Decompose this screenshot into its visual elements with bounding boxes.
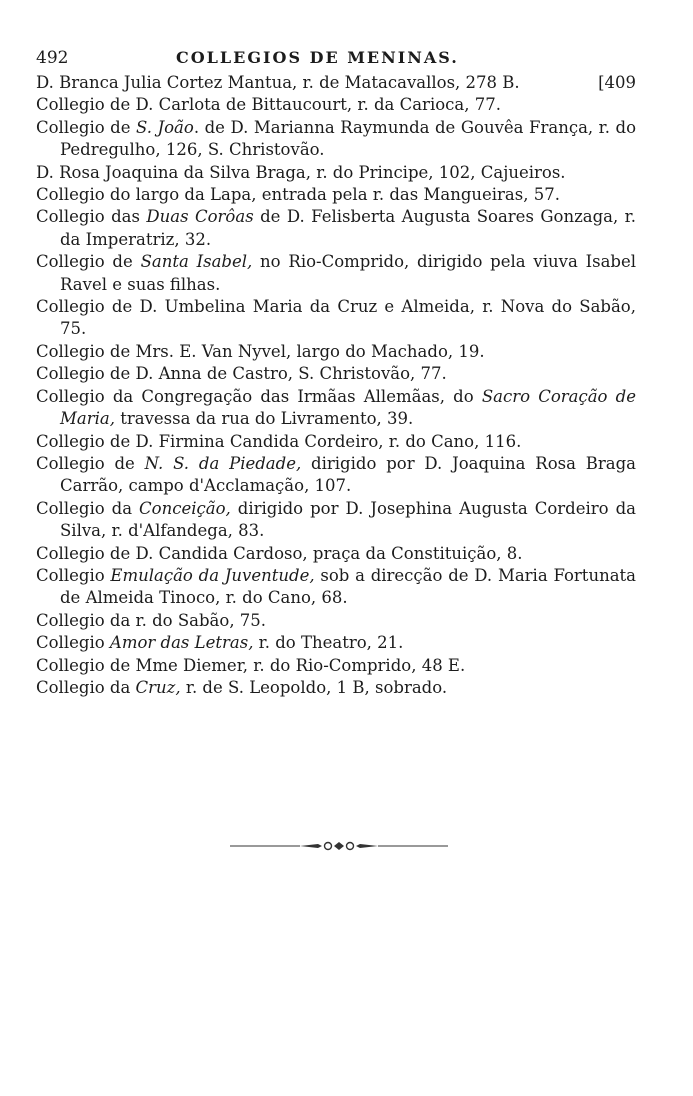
- list-item: Collegio Amor das Letras, r. do Theatro, 21.: [36, 633, 404, 653]
- page-header: [36, 48, 646, 72]
- list-item: Collegio de D. Anna de Castro, S. Christovão, 77.: [36, 364, 447, 384]
- catchword-note: [409: [598, 73, 636, 92]
- list-item: Collegio de S. João. de D. Marianna Raymunda de Gouvêa França, r. do Pedregulho, 126, S. Christovão.: [36, 117, 637, 160]
- list-item: Collegio Emulação da Juventude, sob a direcção de D. Maria Fortunata de Almeida Tinoco, r. do Cano, 68.: [36, 565, 636, 608]
- list-item: D. Rosa Joaquina da Silva Braga, r. do Principe, 102, Cajueiros.: [36, 162, 566, 182]
- list-item: Collegio das Duas Corôas de D. Felisberta Augusta Soares Gonzaga, r. da Imperatriz, 32.: [36, 207, 637, 249]
- running-title: COLLEGIOS DE MENINAS.: [176, 48, 459, 67]
- list-item: Collegio da Cruz, r. de S. Leopoldo, 1 B, sobrado.: [36, 677, 448, 697]
- list-item: Collegio de Mme Diemer, r. do Rio-Comprido, 48 E.: [36, 655, 466, 675]
- list-item: Collegio de D. Carlota de Bittaucourt, r. da Carioca, 77.: [36, 95, 501, 115]
- list-item: Collegio de Santa Isabel, no Rio-Comprido, dirigido pela viuva Isabel Ravel e suas filhas.: [36, 252, 637, 294]
- list-item: Collegio da Congregação das Irmãas Allemãas, do Sacro Coração de Maria, travessa da rua do Livramento, 39.: [36, 386, 636, 429]
- school-list: [36, 72, 636, 699]
- page-number: 492: [36, 48, 69, 68]
- list-item: Collegio de N. S. da Piedade, dirigido por D. Joaquina Rosa Braga Carrão, campo d'Acclamação, 107.: [36, 453, 637, 496]
- list-item: Collegio da r. do Sabão, 75.: [36, 610, 267, 630]
- list-item: Collegio do largo da Lapa, entrada pela r. das Mangueiras, 57.: [36, 185, 560, 205]
- ornament-divider-icon: [230, 838, 448, 854]
- list-item: D. Branca Julia Cortez Mantua, r. de Matacavallos, 278 B. [409: [36, 72, 636, 94]
- list-item: Collegio da Conceição, dirigido por D. Josephina Augusta Cordeiro da Silva, r. d'Alfandega, 83.: [36, 498, 636, 541]
- list-item: Collegio de Mrs. E. Van Nyvel, largo do Machado, 19.: [36, 341, 485, 361]
- list-item: Collegio de D. Firmina Candida Cordeiro, r. do Cano, 116.: [36, 431, 522, 451]
- list-item: Collegio de D. Umbelina Maria da Cruz e Almeida, r. Nova do Sabão, 75.: [36, 297, 636, 339]
- list-item: Collegio de D. Candida Cardoso, praça da Constituição, 8.: [36, 543, 523, 563]
